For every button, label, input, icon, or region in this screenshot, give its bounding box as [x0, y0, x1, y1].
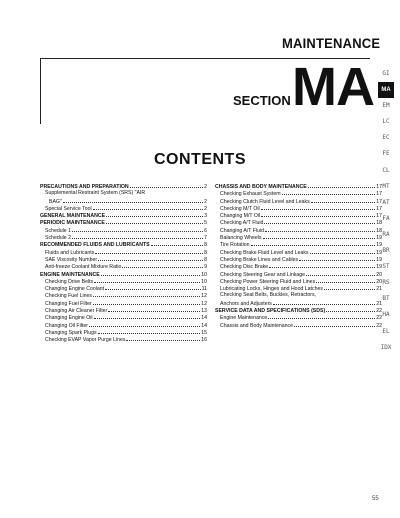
- toc-entry-page: 7: [204, 235, 207, 242]
- toc-entry-title: Checking Fuel Lines: [45, 293, 93, 300]
- toc-leader-dots: [306, 271, 375, 276]
- toc-entry[interactable]: [215, 314, 382, 321]
- toc-entry-title: Anti-freeze Coolant Mixture Ratio: [45, 264, 122, 271]
- toc-entry-title: Balancing Wheels: [220, 235, 262, 242]
- toc-leader-dots: [106, 212, 203, 217]
- toc-entry-title: PRECAUTIONS AND PREPARATION: [40, 184, 129, 190]
- toc-entry-page: 19: [376, 249, 382, 256]
- section-tab-gi[interactable]: GI: [382, 70, 390, 77]
- toc-leader-dots: [108, 307, 200, 312]
- toc-entry-page: 6: [204, 227, 207, 234]
- toc-entry[interactable]: [215, 292, 382, 299]
- toc-entry-page: 8: [204, 256, 207, 263]
- toc-leader-dots: [308, 183, 376, 188]
- toc-entry-title: PERIODIC MAINTENANCE: [40, 220, 105, 227]
- section-index-tabs: [378, 66, 394, 356]
- contents-title: CONTENTS: [154, 151, 246, 168]
- toc-entry-title: Checking Exhaust System: [220, 191, 281, 198]
- toc-entry-title: Changing Engine Oil: [45, 315, 93, 322]
- toc-leader-dots: [94, 278, 200, 283]
- toc-entry-title: BAG": [49, 198, 62, 205]
- toc-entry-page: 17: [376, 184, 382, 190]
- toc-entry-page: 14: [201, 322, 207, 329]
- toc-entry-title: Supplemental Restraint System (SRS) "AIR: [45, 190, 146, 197]
- section-tab-el[interactable]: EL: [382, 327, 390, 335]
- toc-leader-dots: [89, 322, 200, 327]
- section-tab-cl[interactable]: CL: [382, 166, 390, 174]
- section-tab-fe[interactable]: FE: [382, 150, 390, 158]
- toc-entry-page: 21: [376, 300, 382, 307]
- section-tab-ra[interactable]: RA: [382, 230, 390, 238]
- toc-entry-title: Changing Spark Plugs: [45, 329, 97, 336]
- toc-leader-dots: [122, 263, 203, 268]
- toc-entry-page: 18: [376, 227, 382, 234]
- toc-entry[interactable]: [215, 219, 382, 226]
- toc-entry-title: CHASSIS AND BODY MAINTENANCE: [215, 184, 307, 190]
- toc-entry-page: 19: [376, 264, 382, 271]
- toc-entry[interactable]: [215, 271, 382, 278]
- toc-entry[interactable]: [40, 249, 207, 256]
- toc-entry[interactable]: [40, 234, 207, 241]
- toc-entry-page: 2: [204, 198, 207, 205]
- section-tab-at[interactable]: AT: [382, 198, 390, 206]
- toc-section-entry[interactable]: [215, 307, 382, 314]
- toc-entry[interactable]: [40, 314, 207, 321]
- toc-entry-page: 11: [201, 286, 207, 293]
- toc-entry[interactable]: [40, 205, 207, 212]
- toc-entry-title: Anchors and Adjusters: [220, 300, 272, 307]
- toc-entry[interactable]: [40, 329, 207, 336]
- section-tab-ha[interactable]: HA: [382, 311, 390, 319]
- toc-entry-title: Chassis and Body Maintenance: [220, 322, 293, 329]
- toc-leader-dots: [273, 300, 375, 305]
- toc-entry-page: 17: [376, 205, 382, 212]
- toc-entry-page: 20: [376, 271, 382, 278]
- toc-entry-title: Schedule 1: [45, 227, 71, 234]
- toc-leader-dots: [93, 292, 200, 297]
- toc-entry-page: 2: [204, 184, 207, 190]
- toc-leader-dots: [326, 307, 375, 312]
- toc-entry[interactable]: [215, 256, 382, 263]
- toc-leader-dots: [98, 256, 203, 261]
- toc-leader-dots: [316, 278, 375, 283]
- toc-entry-page: 9: [204, 264, 207, 271]
- toc-entry-title: Checking Seat Belts, Buckles, Retractors,: [220, 292, 317, 299]
- toc-entry[interactable]: [40, 307, 207, 314]
- toc-entry-title: Fluids and Lubricants: [45, 249, 95, 256]
- toc-leader-dots: [269, 263, 375, 268]
- toc-entry-page: 18: [376, 220, 382, 227]
- toc-section-entry[interactable]: [215, 183, 382, 190]
- toc-leader-dots: [299, 256, 375, 261]
- toc-entry-page: 21: [376, 286, 382, 293]
- toc-entry-title: SERVICE DATA AND SPECIFICATIONS (SDS): [215, 308, 326, 315]
- toc-entry[interactable]: [40, 227, 207, 234]
- toc-leader-dots: [130, 183, 203, 188]
- toc-entry-title: Checking Steering Gear and Linkage: [220, 271, 306, 278]
- toc-entry-title: SAE Viscosity Number: [45, 256, 98, 263]
- toc-entry-page: 22: [376, 322, 382, 329]
- toc-entry-page: 22: [376, 308, 382, 315]
- toc-entry-page: 19: [376, 242, 382, 249]
- toc-leader-dots: [106, 219, 203, 224]
- toc-entry[interactable]: [215, 205, 382, 212]
- toc-entry-page: 5: [204, 220, 207, 227]
- toc-entry-title: Checking M/T Oil: [220, 205, 260, 212]
- toc-entry-title: Engine Maintenance: [220, 315, 268, 322]
- toc-entry[interactable]: [40, 336, 207, 343]
- toc-leader-dots: [294, 322, 375, 327]
- section-tab-lc[interactable]: LC: [382, 118, 390, 126]
- toc-entry-title: Checking Brake Lines and Cables: [220, 256, 299, 263]
- section-tab-bt[interactable]: BT: [382, 295, 390, 303]
- section-tab-rs[interactable]: RS: [382, 279, 390, 287]
- toc-entry[interactable]: [215, 234, 382, 241]
- toc-entry[interactable]: [40, 190, 207, 197]
- toc-section-entry[interactable]: [40, 241, 207, 248]
- toc-leader-dots: [93, 300, 201, 305]
- toc-entry-title: Schedule 2: [45, 235, 71, 242]
- toc-entry-title: Changing Fuel Filter: [45, 300, 92, 307]
- toc-leader-dots: [63, 198, 203, 203]
- toc-entry-title: Checking A/T Fluid: [220, 220, 264, 227]
- toc-entry-title: Changing Air Cleaner Filter: [45, 308, 108, 315]
- toc-entry[interactable]: [215, 212, 382, 219]
- toc-leader-dots: [268, 314, 375, 319]
- toc-leader-dots: [324, 285, 375, 290]
- toc-entry-title: Checking Disc Brake: [220, 264, 269, 271]
- section-tab-st[interactable]: ST: [382, 263, 390, 271]
- section-tab-br[interactable]: BR: [382, 247, 390, 255]
- toc-section-entry[interactable]: [40, 219, 207, 226]
- toc-entry[interactable]: [215, 190, 382, 197]
- toc-entry-page: 12: [201, 293, 207, 300]
- toc-entry-page: 10: [201, 278, 207, 285]
- toc-entry-page: 13: [201, 308, 207, 315]
- toc-entry-page: 17: [376, 191, 382, 198]
- toc-leader-dots: [101, 271, 201, 276]
- toc-entry-page: 3: [204, 213, 207, 220]
- toc-entry[interactable]: [215, 300, 382, 307]
- toc-entry[interactable]: [40, 300, 207, 307]
- toc-leader-dots: [263, 234, 376, 239]
- toc-entry-title: Lubricating Locks, Hinges and Hood Latches: [220, 286, 323, 293]
- toc-entry-page: 2: [204, 205, 207, 212]
- toc-entry[interactable]: [215, 278, 382, 285]
- toc-leader-dots: [264, 219, 375, 224]
- toc-leader-dots: [310, 249, 376, 254]
- toc-leader-dots: [251, 241, 376, 246]
- toc-entry[interactable]: [215, 227, 382, 234]
- toc-entry-page: 19: [376, 235, 382, 242]
- toc-leader-dots: [72, 227, 203, 232]
- toc-entry[interactable]: [40, 256, 207, 263]
- toc-right-column: [215, 183, 382, 329]
- toc-entry-page: 22: [376, 315, 382, 322]
- toc-entry-title: Checking Drive Belts: [45, 278, 94, 285]
- toc-leader-dots: [72, 234, 203, 239]
- toc-leader-dots: [311, 198, 376, 203]
- section-tab-ma[interactable]: MA: [378, 82, 394, 98]
- toc-entry[interactable]: [215, 285, 382, 292]
- toc-entry[interactable]: [40, 292, 207, 299]
- section-code: MA: [292, 57, 374, 117]
- toc-entry-page: 14: [201, 315, 207, 322]
- section-tab-mt[interactable]: MT: [382, 182, 390, 190]
- toc-entry-page: 16: [201, 337, 207, 344]
- section-tab-em[interactable]: EM: [382, 102, 390, 110]
- toc-entry-title: Checking Clutch Fluid Level and Leaks: [220, 198, 310, 205]
- toc-entry[interactable]: [40, 263, 207, 270]
- toc-entry[interactable]: [215, 198, 382, 205]
- toc-leader-dots: [151, 241, 204, 246]
- toc-entry-title: Changing Oil Filter: [45, 322, 88, 329]
- toc-leader-dots: [98, 329, 201, 334]
- toc-leader-dots: [93, 205, 203, 210]
- toc-entry-page: 12: [201, 300, 207, 307]
- toc-entry-title: RECOMMENDED FLUIDS AND LUBRICANTS: [40, 242, 150, 249]
- toc-entry[interactable]: [40, 198, 207, 205]
- toc-entry-title: Checking EVAP Vapor Purge Lines: [45, 337, 126, 344]
- toc-entry-page: 15: [201, 329, 207, 336]
- toc-left-column: [40, 183, 207, 344]
- toc-entry[interactable]: [40, 278, 207, 285]
- toc-entry-title: Checking Brake Fluid Level and Leaks: [220, 249, 309, 256]
- toc-entry-page: 8: [204, 242, 207, 249]
- toc-entry-title: Changing Engine Coolant: [45, 286, 105, 293]
- toc-entry-title: Tire Rotation: [220, 242, 250, 249]
- section-tab-ec[interactable]: EC: [382, 134, 390, 142]
- toc-entry[interactable]: [215, 322, 382, 329]
- toc-entry-title: Checking Power Steering Fluid and Lines: [220, 278, 316, 285]
- toc-entry-page: 17: [376, 213, 382, 220]
- toc-section-entry[interactable]: [40, 183, 207, 190]
- toc-leader-dots: [265, 227, 375, 232]
- toc-leader-dots: [261, 205, 376, 210]
- page-number: 55: [372, 496, 379, 502]
- toc-leader-dots: [282, 190, 376, 195]
- section-label: SECTION: [233, 93, 291, 108]
- toc-leader-dots: [94, 314, 201, 319]
- toc-entry-title: Special Service Tool: [45, 205, 92, 212]
- toc-entry-title: GENERAL MAINTENANCE: [40, 213, 106, 220]
- toc-entry[interactable]: [215, 249, 382, 256]
- toc-leader-dots: [126, 336, 200, 341]
- toc-entry[interactable]: [40, 322, 207, 329]
- toc-leader-dots: [95, 249, 203, 254]
- toc-entry-page: 10: [201, 271, 207, 278]
- toc-entry-title: Changing M/T Oil: [220, 213, 261, 220]
- toc-entry-title: Changing A/T Fluid: [220, 227, 265, 234]
- toc-entry-page: 17: [376, 198, 382, 205]
- toc-entry-page: 20: [376, 278, 382, 285]
- section-tab-fa[interactable]: FA: [382, 214, 390, 222]
- toc-leader-dots: [261, 212, 375, 217]
- toc-leader-dots: [105, 285, 200, 290]
- manual-category-heading: MAINTENANCE: [282, 35, 381, 52]
- section-tab-idx[interactable]: IDX: [380, 343, 392, 351]
- toc-entry-title: ENGINE MAINTENANCE: [40, 271, 100, 278]
- toc-section-entry[interactable]: [40, 271, 207, 278]
- toc-section-entry[interactable]: [40, 212, 207, 219]
- toc-entry[interactable]: [40, 285, 207, 292]
- toc-entry-page: 19: [376, 256, 382, 263]
- toc-entry-page: 8: [204, 249, 207, 256]
- toc-entry[interactable]: [215, 263, 382, 270]
- toc-entry[interactable]: [215, 241, 382, 248]
